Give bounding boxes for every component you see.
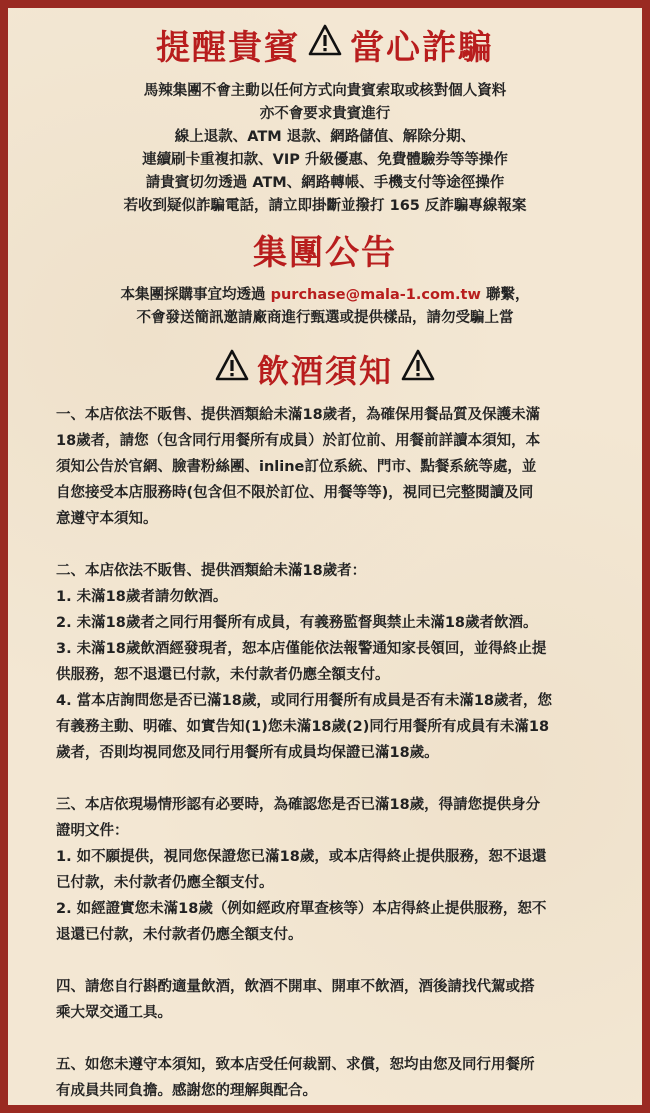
purchase-email[interactable]: purchase@mala-1.com.tw xyxy=(270,287,481,303)
announcement-line: 不會發送簡訊邀請廠商進行甄選或提供樣品，請勿受騙上當 xyxy=(136,310,514,326)
paragraph-gap xyxy=(56,948,594,974)
fraud-title-left: 提醒貴賓 xyxy=(156,27,300,68)
rule-line: 2. 如經證實您未滿18歲（例如經政府單查核等）本店得終止提供服務，恕不 xyxy=(56,901,547,917)
rule-line: 3. 未滿18歲飲酒經發現者，恕本店僅能依法報警通知家長領回，並得終止提 xyxy=(56,641,547,657)
rule-line: 1. 如不願提供，視同您保證您已滿18歲，或本店得終止提供服務，恕不退還 xyxy=(56,849,547,865)
rule-line: 自您接受本店服務時(包含但不限於訂位、用餐等等)，視同已完整閱讀及同 xyxy=(56,485,534,501)
alcohol-title-text: 飲酒須知 xyxy=(256,352,393,390)
rule-line: 已付款，未付款者仍應全額支付。 xyxy=(56,875,274,891)
rule-line: 三、本店依現場情形認有必要時，為確認您是否已滿18歲，得請您提供身分 xyxy=(56,797,541,813)
rule-line: 有成員共同負擔。感謝您的理解與配合。 xyxy=(56,1083,317,1099)
fraud-line: 馬辣集團不會主動以任何方式向貴賓索取或核對個人資料 xyxy=(143,83,507,99)
fraud-line: 請貴賓切勿透過 ATM、網路轉帳、手機支付等途徑操作 xyxy=(145,175,505,191)
paragraph-gap xyxy=(56,532,594,558)
fraud-line: 若收到疑似詐騙電話，請立即掛斷並撥打 165 反詐騙專線報案 xyxy=(123,198,527,214)
notice-board xyxy=(8,8,642,1105)
fraud-title-right: 當心詐騙 xyxy=(350,27,494,68)
announcement-text xyxy=(8,284,642,330)
rule-line: 一、本店依法不販售、提供酒類給未滿18歲者，為確保用餐品質及保護未滿 xyxy=(56,407,541,423)
announcement-title: 集團公告 xyxy=(253,232,397,273)
rule-line: 四、請您自行斟酌適量飲酒，飲酒不開車、開車不飲酒，酒後請找代駕或搭 xyxy=(56,979,535,995)
alcohol-notice-title xyxy=(8,346,642,392)
announcement-line1-post: 聯繫， xyxy=(480,287,530,303)
rule-line: 意遵守本須知。 xyxy=(56,511,158,527)
rule-line: 退還已付款，未付款者仍應全額支付。 xyxy=(56,927,303,943)
rule-line: 1. 未滿18歲者請勿飲酒。 xyxy=(56,589,228,605)
alcohol-rules xyxy=(8,392,642,1104)
warning-icon xyxy=(308,24,342,65)
rule-line: 有義務主動、明確、如實告知(1)您未滿18歲(2)同行用餐所有成員有未滿18 xyxy=(56,719,550,735)
fraud-warning-text xyxy=(8,80,642,218)
rule-line: 須知公告於官網、臉書粉絲團、inline訂位系統、門市、點餐系統等處，並 xyxy=(56,459,537,475)
rule-line: 18歲者，請您（包含同行用餐所有成員）於訂位前、用餐前詳讀本須知，本 xyxy=(56,433,541,449)
rule-line: 二、本店依法不販售、提供酒類給未滿18歲者： xyxy=(56,563,367,579)
fraud-line: 亦不會要求貴賓進行 xyxy=(259,106,391,122)
rule-line: 2. 未滿18歲者之同行用餐所有成員，有義務監督與禁止未滿18歲者飲酒。 xyxy=(56,615,538,631)
paragraph-gap xyxy=(56,766,594,792)
fraud-warning-title xyxy=(8,22,642,66)
warning-icon xyxy=(401,349,435,389)
paragraph-gap xyxy=(56,1026,594,1052)
fraud-line: 連續刷卡重複扣款、VIP 升級優惠、免費體驗券等等操作 xyxy=(142,152,508,168)
warning-icon xyxy=(215,349,249,389)
rule-line: 供服務，恕不退還已付款，未付款者仍應全額支付。 xyxy=(56,667,390,683)
rule-line: 乘大眾交通工具。 xyxy=(56,1005,172,1021)
rule-line: 五、如您未遵守本須知，致本店受任何裁罰、求償，恕均由您及同行用餐所 xyxy=(56,1057,535,1073)
announcement-line1-pre: 本集團採購事宜均透過 xyxy=(120,287,271,303)
rule-line: 4. 當本店詢問您是否已滿18歲，或同行用餐所有成員是否有未滿18歲者，您 xyxy=(56,693,552,709)
rule-line: 歲者，否則均視同您及同行用餐所有成員均保證已滿18歲。 xyxy=(56,745,439,761)
fraud-line: 線上退款、ATM 退款、網路儲值、解除分期、 xyxy=(174,129,476,145)
rule-line: 證明文件： xyxy=(56,823,129,839)
announcement-line xyxy=(8,284,642,307)
